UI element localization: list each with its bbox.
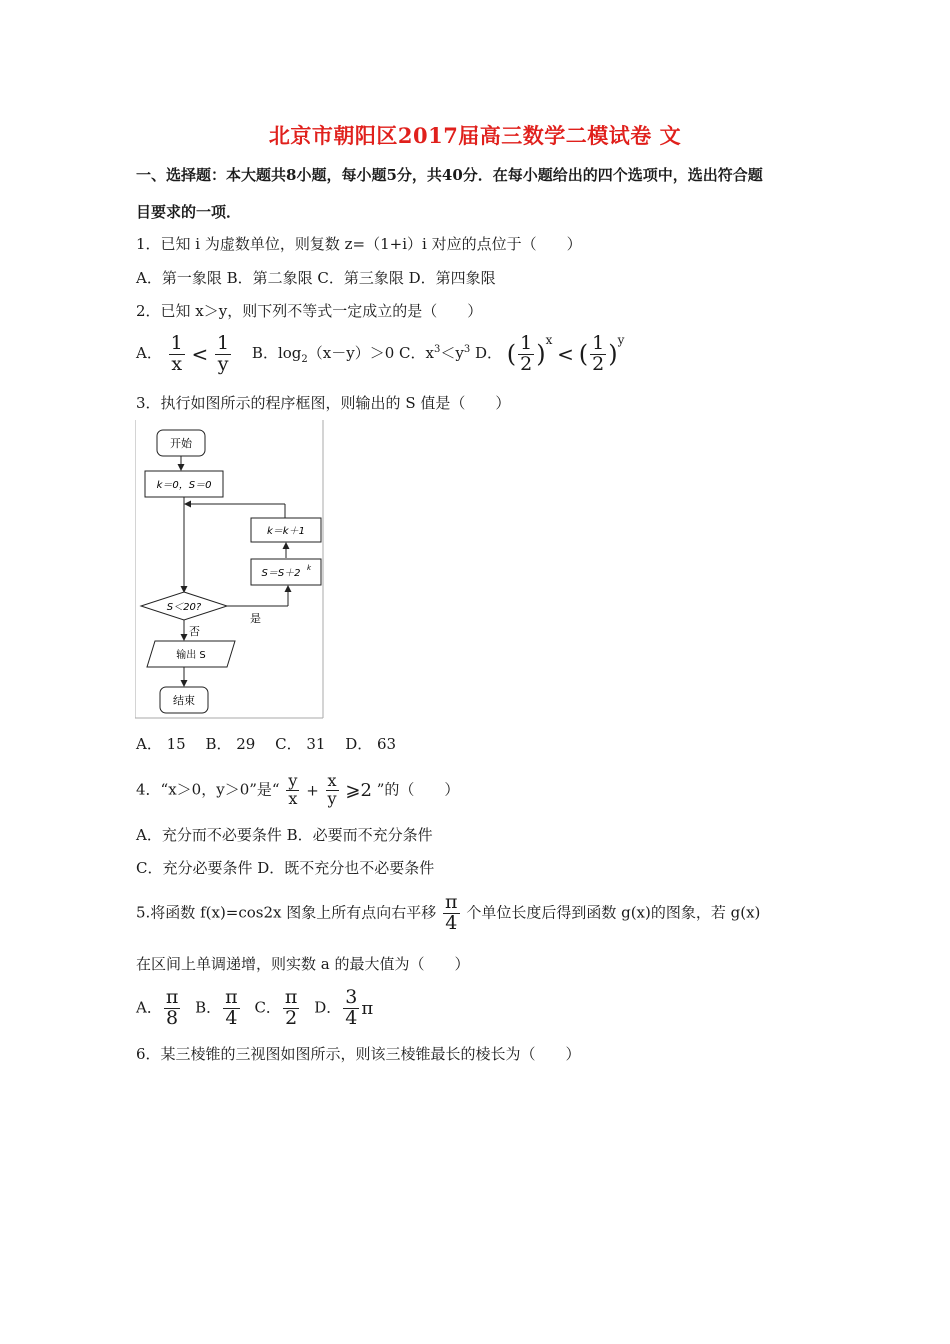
flowchart [135, 420, 327, 720]
q2-c-mid: ＜y [440, 344, 464, 362]
q3-stem: 3．执行如图所示的程序框图，则输出的 S 值是（ ） [136, 394, 511, 412]
fraction-1-over-2-a: $\frac{1}{2}$ [520, 331, 533, 375]
q5-stem-line1 [136, 893, 760, 934]
q5-suffix: 个单位长度后得到函数 g(x)的图象，若 g(x) [466, 903, 761, 922]
q1-stem: 1．已知 i 为虚数单位，则复数 z=（1+i）i 对应的点位于（ ） [136, 235, 582, 253]
q2-d-label: D． [470, 344, 502, 362]
fraction-x-over-y: $\frac{x}{y}$ [327, 771, 337, 808]
flow-yes-label: 是 [250, 612, 261, 625]
page-title: 北京市朝阳区2017届高三数学二模试卷 文 [268, 123, 682, 148]
fraction-pi-over-8: $\frac{\pi}{8}$ [165, 986, 179, 1029]
q3-options: A． 15 B． 29 C． 31 D． 63 [136, 735, 397, 753]
section-heading-line1: 一、选择题：本大题共8小题，每小题5分，共40分．在每小题给出的四个选项中，选出符合题 [136, 166, 763, 184]
fraction-pi-over-4-shift: $\frac{\pi}{4}$ [445, 891, 458, 934]
flow-no-label: 否 [189, 625, 200, 638]
q2-b-text: B．log [251, 344, 302, 362]
fraction-pi-over-2: $\frac{\pi}{2}$ [284, 986, 298, 1029]
q2-c-sup2: 3 [463, 344, 471, 355]
fraction-y-over-x: $\frac{y}{x}$ [288, 771, 298, 808]
q2-b-sub: 2 [301, 354, 308, 365]
fraction-pi-over-4: $\frac{\pi}{4}$ [225, 986, 238, 1029]
q2-options: A． $\frac{1}{x}$ < $\frac{1}{y}$ B．$\log_2(x-y)>0$ C．$x^3<y^3$ D． ( $\frac{1}{2}$ )$^x$ < ( $\frac{1}{2}$ )$^y$ [136, 331, 625, 375]
q4-prefix: 4．“x＞0，y＞0”是“ [136, 780, 280, 799]
q5-options: A． $\frac{\pi}{8}$ B． $\frac{\pi}{4}$ C． $\frac{\pi}{2}$ D． $\frac{3}{4}$ π [136, 986, 374, 1029]
flow-update-label: S＝S＋2 [261, 568, 301, 579]
q5-stem-line2: 在区间上单调递增，则实数 a 的最大值为（ ） [136, 955, 470, 973]
flow-end-label: 结束 [173, 694, 195, 707]
fraction-3-over-4: $\frac{3}{4}$ [345, 986, 358, 1029]
q2-c-sup1: 3 [433, 344, 441, 355]
q4-options-line1: A．充分而不必要条件 B．必要而不充分条件 [136, 826, 433, 844]
q2-a-label: A． [136, 344, 162, 362]
flow-output-label: 输出 S [176, 650, 206, 661]
q5-prefix: 5.将函数 f(x)=cos2x 图象上所有点向右平移 [136, 903, 437, 922]
fraction-1-over-y: $\frac{1}{y}$ [217, 331, 230, 375]
q4-stem: 4．“x＞0，y＞0”是“ $\frac{y}{x}$ + $\frac{x}{y}$ ⩾2 ”的（ ） [136, 771, 460, 808]
q1-options: A．第一象限 B．第二象限 C．第三象限 D．第四象限 [136, 269, 496, 287]
q2-stem: 2．已知 x＞y，则下列不等式一定成立的是（ ） [136, 302, 483, 320]
flow-update-sup: k [307, 564, 312, 572]
q2-b-rest: （x－y）＞0 C．x [307, 344, 434, 362]
q4-suffix: ”的（ ） [376, 780, 460, 799]
flow-inc-label: k＝k＋1 [267, 526, 305, 537]
flow-condition-label: S＜20? [166, 602, 202, 613]
flow-init-label: k＝0，S＝0 [156, 480, 212, 491]
q6-stem: 6．某三棱锥的三视图如图所示，则该三棱锥最长的棱长为（ ） [136, 1045, 581, 1063]
q4-options-line2: C．充分必要条件 D．既不充分也不必要条件 [136, 859, 435, 877]
fraction-1-over-x: $\frac{1}{x}$ [170, 331, 183, 375]
section-heading-line2: 目要求的一项． [136, 203, 242, 221]
fraction-1-over-2-b: $\frac{1}{2}$ [592, 331, 605, 375]
flow-start-label: 开始 [170, 437, 192, 450]
